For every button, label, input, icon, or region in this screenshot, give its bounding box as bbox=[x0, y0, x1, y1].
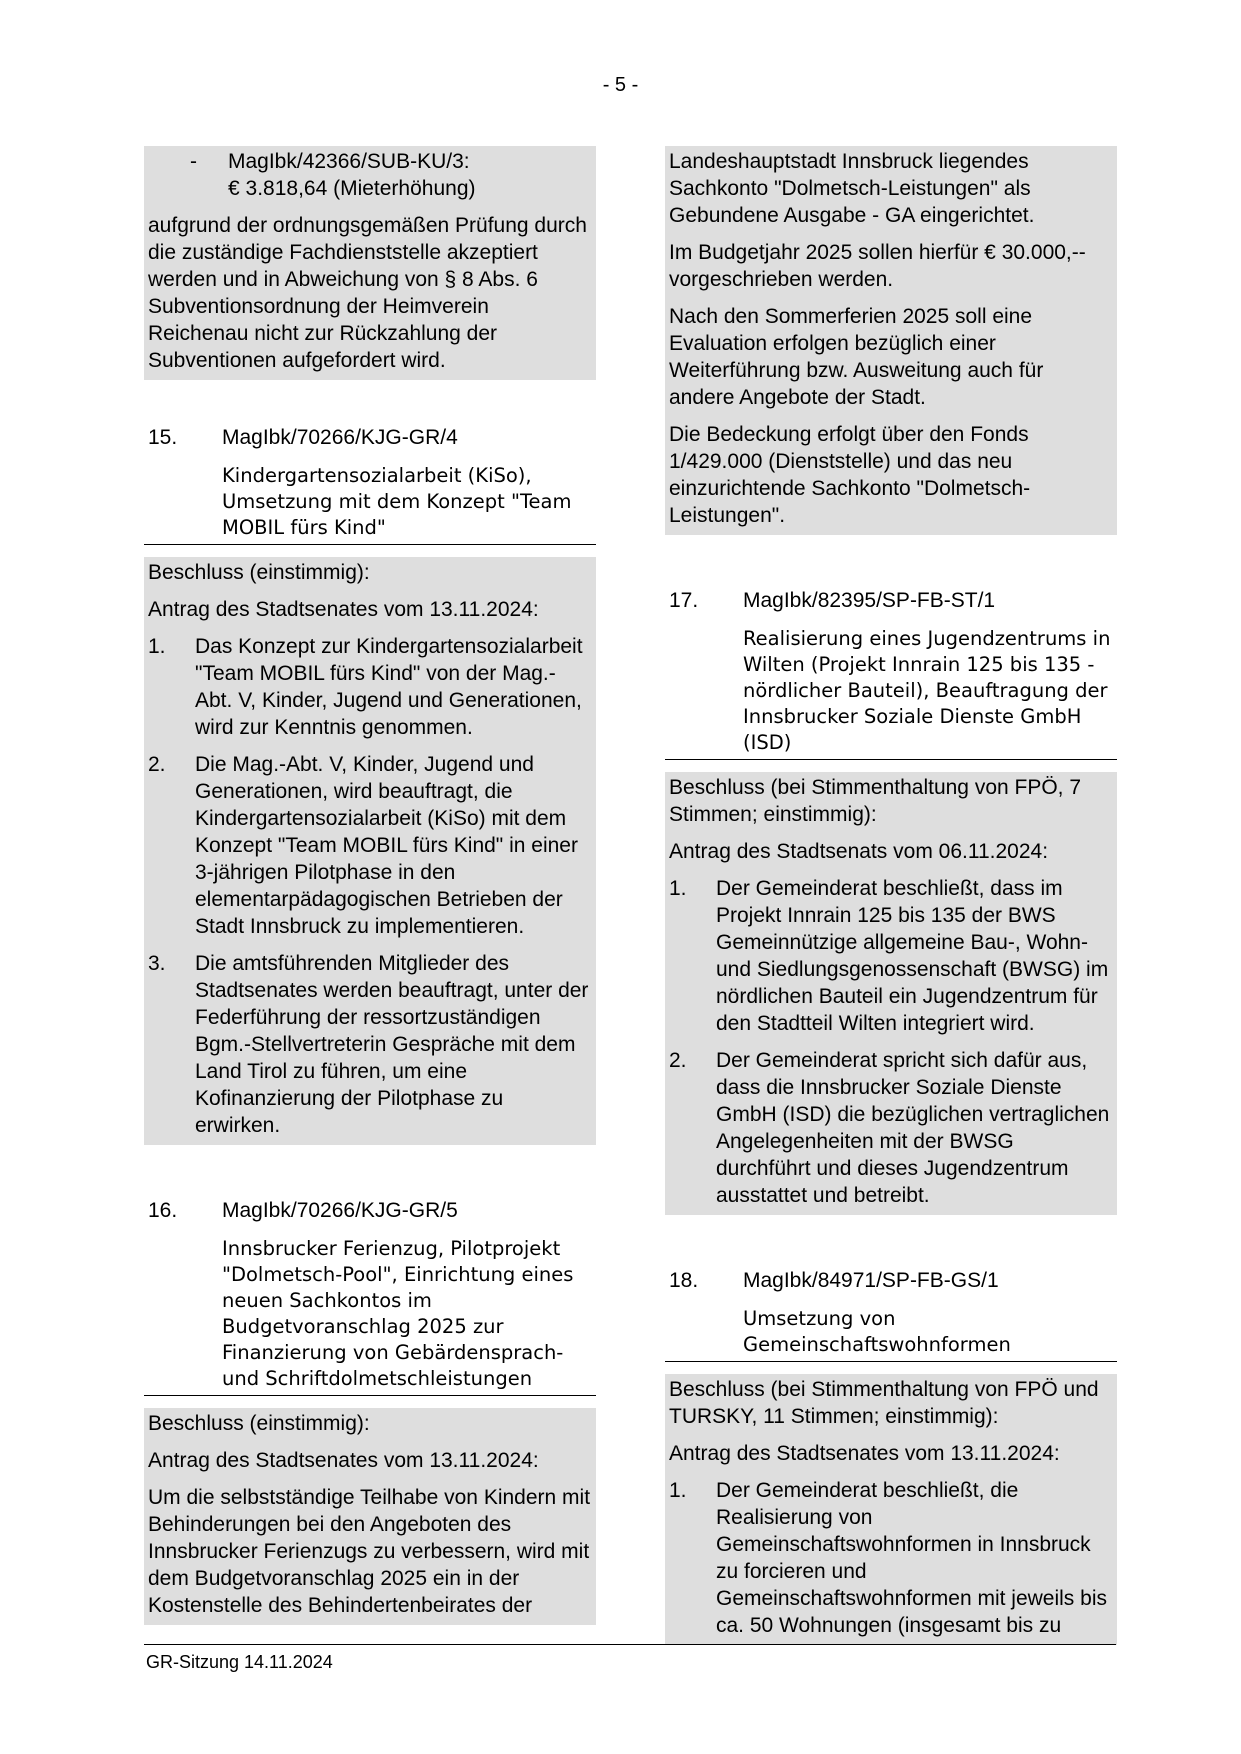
point-list bbox=[148, 633, 592, 1139]
list-item bbox=[148, 633, 592, 741]
list-item bbox=[148, 950, 592, 1139]
item-reference: MagIbk/84971/SP-FB-GS/1 bbox=[743, 1269, 999, 1292]
list-text: Der Gemeinderat beschließt, dass im Projekt Innrain 125 bis 135 der BWS Gemeinnützige allgemeine Bau-, Wohn- und Siedlungsgenossenschaft (BWSG) im nördlichen Bauteil ein Jugendzentrum für den Stadtteil Wilten integriert wird. bbox=[716, 877, 1109, 1035]
right-column bbox=[665, 146, 1117, 1645]
item-reference: MagIbk/70266/KJG-GR/4 bbox=[222, 426, 458, 449]
motion: Antrag des Stadtsenats vom 06.11.2024: bbox=[669, 840, 1049, 863]
item-number: 17. bbox=[669, 589, 699, 612]
continuation-text: aufgrund der ordnungsgemäßen Prüfung durch die zuständige Fachdienststelle akzeptiert werden und in Abweichung von § 8 Abs. 6 Subventionsordnung der Heimverein Reichenau nicht zur Rückzahlung der Subventionen aufgefordert wird. bbox=[148, 214, 587, 372]
list-item bbox=[148, 751, 592, 940]
item-number: 18. bbox=[669, 1269, 699, 1292]
subsidy-amount: € 3.818,64 (Mieterhöhung) bbox=[228, 177, 476, 200]
item17-body bbox=[665, 772, 1117, 1215]
motion: Antrag des Stadtsenates vom 13.11.2024: bbox=[669, 1442, 1060, 1465]
item17-header bbox=[665, 587, 1117, 760]
item18-header bbox=[665, 1267, 1117, 1362]
item16-header bbox=[144, 1197, 596, 1396]
list-number: 1. bbox=[669, 1479, 687, 1502]
item15-header bbox=[144, 424, 596, 545]
list-text: Der Gemeinderat beschließt, die Realisierung von Gemeinschaftswohnformen in Innsbruck zu forcieren und Gemeinschaftswohnformen mit jeweils bis ca. 50 Wohnungen (insgesamt bis zu bbox=[716, 1479, 1107, 1637]
paragraph: Im Budgetjahr 2025 sollen hierfür € 30.000,-- vorgeschrieben werden. bbox=[669, 241, 1086, 291]
dash-item bbox=[148, 148, 592, 202]
item-subject: Realisierung eines Jugendzentrums in Wilten (Projekt Innrain 125 bis 135 - nördlicher Bauteil), Beauftragung der Innsbrucker Soziale Dienste GmbH (ISD) bbox=[743, 627, 1111, 754]
decision: Beschluss (einstimmig): bbox=[148, 1412, 370, 1435]
list-number: 2. bbox=[669, 1049, 687, 1072]
footer-text: GR-Sitzung 14.11.2024 bbox=[146, 1652, 333, 1672]
item-reference: MagIbk/70266/KJG-GR/5 bbox=[222, 1199, 458, 1222]
point-list bbox=[669, 1477, 1113, 1639]
list-item bbox=[669, 1477, 1113, 1639]
dash-item-text bbox=[228, 148, 476, 202]
list-number: 1. bbox=[148, 635, 166, 658]
list-text: Der Gemeinderat spricht sich dafür aus, dass die Innsbrucker Soziale Dienste GmbH (ISD) die bezüglichen vertraglichen Angelegenheiten mit der BWSG durchführt und dieses Jugendzentrum ausstattet und betreibt. bbox=[716, 1049, 1110, 1207]
decision: Beschluss (bei Stimmenthaltung von FPÖ und TURSKY, 11 Stimmen; einstimmig): bbox=[669, 1378, 1099, 1428]
motion-text: Um die selbstständige Teilhabe von Kindern mit Behinderungen bei den Angeboten des Innsbrucker Ferienzugs zu verbessern, wird mit dem Budgetvoranschlag 2025 ein in der Kostenstelle des Behindertenbeirates der bbox=[148, 1486, 591, 1617]
paragraph: Die Bedeckung erfolgt über den Fonds 1/429.000 (Dienststelle) und das neu einzurichtende Sachkonto "Dolmetsch-Leistungen". bbox=[669, 423, 1031, 527]
list-text: Die amtsführenden Mitglieder des Stadtsenates werden beauftragt, unter der Federführung der ressortzuständigen Bgm.-Stellvertreterin Gespräche mit dem Land Tirol zu führen, um eine Kofinanzierung der Pilotphase zu erwirken. bbox=[195, 952, 589, 1137]
list-number: 1. bbox=[669, 877, 687, 900]
item-number: 16. bbox=[148, 1199, 178, 1222]
left-column bbox=[144, 146, 596, 1625]
item16-continuation bbox=[665, 146, 1117, 535]
item14-continuation bbox=[144, 146, 596, 380]
list-number: 2. bbox=[148, 753, 166, 776]
motion: Antrag des Stadtsenates vom 13.11.2024: bbox=[148, 1449, 539, 1472]
list-item bbox=[669, 1047, 1113, 1209]
paragraph: Nach den Sommerferien 2025 soll eine Evaluation erfolgen bezüglich einer Weiterführung bzw. Ausweitung auch für andere Angebote der Stadt. bbox=[669, 305, 1044, 409]
footer-divider bbox=[144, 1644, 1116, 1645]
list-text: Die Mag.-Abt. V, Kinder, Jugend und Generationen, wird beauftragt, die Kindergartensozialarbeit (KiSo) mit dem Konzept "Team MOBIL fürs Kind" in einer 3-jährigen Pilotphase in den elementarpädagogischen Betrieben der Stadt Innsbruck zu implementieren. bbox=[195, 753, 578, 938]
item18-body bbox=[665, 1374, 1117, 1645]
page-number: - 5 - bbox=[602, 74, 639, 96]
motion: Antrag des Stadtsenates vom 13.11.2024: bbox=[148, 598, 539, 621]
item16-body bbox=[144, 1408, 596, 1625]
item-subject: Umsetzung von Gemeinschaftswohnformen bbox=[743, 1307, 1011, 1356]
subsidy-ref: MagIbk/42366/SUB-KU/3: bbox=[228, 150, 470, 173]
point-list bbox=[669, 875, 1113, 1209]
paragraph: Landeshauptstadt Innsbruck liegendes Sachkonto "Dolmetsch-Leistungen" als Gebundene Ausgabe - GA eingerichtet. bbox=[669, 150, 1035, 227]
item-subject: Kindergartensozialarbeit (KiSo), Umsetzung mit dem Konzept "Team MOBIL fürs Kind" bbox=[222, 464, 572, 539]
dash-marker: - bbox=[190, 150, 197, 173]
list-text: Das Konzept zur Kindergartensozialarbeit "Team MOBIL fürs Kind" von der Mag.-Abt. V, Kinder, Jugend und Generationen, wird zur Kenntnis genommen. bbox=[195, 635, 583, 739]
list-item bbox=[669, 875, 1113, 1037]
item-number: 15. bbox=[148, 426, 178, 449]
item-reference: MagIbk/82395/SP-FB-ST/1 bbox=[743, 589, 996, 612]
decision: Beschluss (einstimmig): bbox=[148, 561, 370, 584]
item-subject: Innsbrucker Ferienzug, Pilotprojekt "Dolmetsch-Pool", Einrichtung eines neuen Sachkontos im Budgetvoranschlag 2025 zur Finanzierung von Gebärdensprach- und Schriftdolmetschleistungen bbox=[222, 1237, 574, 1390]
item15-body bbox=[144, 557, 596, 1145]
decision: Beschluss (bei Stimmenthaltung von FPÖ, 7 Stimmen; einstimmig): bbox=[669, 776, 1082, 826]
list-number: 3. bbox=[148, 952, 166, 975]
